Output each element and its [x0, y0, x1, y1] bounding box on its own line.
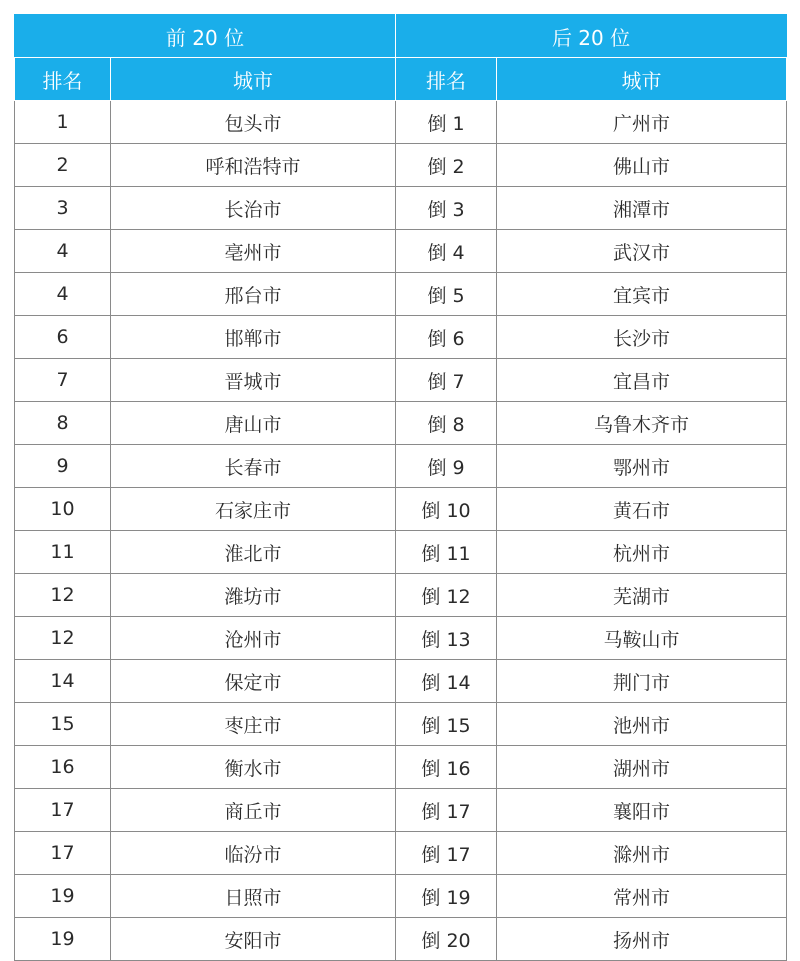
top-city-cell: 长春市	[111, 445, 396, 488]
top-city-cell: 长治市	[111, 187, 396, 230]
bottom-city-cell: 黄石市	[497, 488, 787, 531]
bottom-rank-cell: 倒 3	[396, 187, 497, 230]
bottom-rank-cell: 倒 4	[396, 230, 497, 273]
top-city-cell: 保定市	[111, 660, 396, 703]
bottom-city-cell: 武汉市	[497, 230, 787, 273]
bottom-city-cell: 荆门市	[497, 660, 787, 703]
table-row	[15, 230, 787, 273]
top-city-cell: 商丘市	[111, 789, 396, 832]
bottom-rank-column-header: 排名	[396, 58, 497, 101]
bottom-rank-cell: 倒 14	[396, 660, 497, 703]
bottom-rank-cell: 倒 2	[396, 144, 497, 187]
bottom-city-cell: 宜宾市	[497, 273, 787, 316]
table-row	[15, 660, 787, 703]
bottom-20-group-header: 后 20 位	[396, 15, 787, 58]
bottom-rank-cell: 倒 5	[396, 273, 497, 316]
top-city-cell: 呼和浩特市	[111, 144, 396, 187]
top-city-cell: 衡水市	[111, 746, 396, 789]
top-rank-cell: 4	[15, 273, 111, 316]
top-20-group-header: 前 20 位	[15, 15, 396, 58]
top-rank-cell: 16	[15, 746, 111, 789]
top-rank-cell: 1	[15, 101, 111, 144]
top-rank-cell: 6	[15, 316, 111, 359]
table-row	[15, 918, 787, 961]
top-rank-cell: 8	[15, 402, 111, 445]
bottom-city-cell: 湘潭市	[497, 187, 787, 230]
top-rank-cell: 11	[15, 531, 111, 574]
top-city-cell: 淮北市	[111, 531, 396, 574]
top-city-cell: 沧州市	[111, 617, 396, 660]
bottom-rank-cell: 倒 12	[396, 574, 497, 617]
top-rank-column-header: 排名	[15, 58, 111, 101]
top-city-cell: 安阳市	[111, 918, 396, 961]
top-city-column-header: 城市	[111, 58, 396, 101]
bottom-city-cell: 扬州市	[497, 918, 787, 961]
bottom-city-cell: 佛山市	[497, 144, 787, 187]
top-rank-cell: 9	[15, 445, 111, 488]
bottom-city-cell: 广州市	[497, 101, 787, 144]
top-rank-cell: 3	[15, 187, 111, 230]
bottom-city-cell: 乌鲁木齐市	[497, 402, 787, 445]
bottom-city-cell: 长沙市	[497, 316, 787, 359]
bottom-city-cell: 杭州市	[497, 531, 787, 574]
top-city-cell: 唐山市	[111, 402, 396, 445]
top-city-cell: 邯郸市	[111, 316, 396, 359]
top-city-cell: 石家庄市	[111, 488, 396, 531]
bottom-rank-cell: 倒 17	[396, 789, 497, 832]
table-row	[15, 316, 787, 359]
bottom-city-cell: 芜湖市	[497, 574, 787, 617]
top-city-cell: 亳州市	[111, 230, 396, 273]
table-row	[15, 746, 787, 789]
top-city-cell: 邢台市	[111, 273, 396, 316]
top-rank-cell: 15	[15, 703, 111, 746]
bottom-rank-cell: 倒 10	[396, 488, 497, 531]
column-header-row	[15, 58, 787, 101]
top-rank-cell: 19	[15, 918, 111, 961]
bottom-rank-cell: 倒 19	[396, 875, 497, 918]
bottom-rank-cell: 倒 9	[396, 445, 497, 488]
bottom-rank-cell: 倒 13	[396, 617, 497, 660]
table-row	[15, 359, 787, 402]
bottom-city-cell: 襄阳市	[497, 789, 787, 832]
bottom-rank-cell: 倒 17	[396, 832, 497, 875]
table-row	[15, 617, 787, 660]
table-row	[15, 832, 787, 875]
ranking-table	[14, 14, 787, 961]
table-row	[15, 875, 787, 918]
bottom-rank-cell: 倒 8	[396, 402, 497, 445]
top-rank-cell: 7	[15, 359, 111, 402]
bottom-city-cell: 鄂州市	[497, 445, 787, 488]
top-rank-cell: 14	[15, 660, 111, 703]
bottom-rank-cell: 倒 15	[396, 703, 497, 746]
table-row	[15, 531, 787, 574]
top-rank-cell: 10	[15, 488, 111, 531]
table-row	[15, 445, 787, 488]
table-row	[15, 101, 787, 144]
top-rank-cell: 12	[15, 617, 111, 660]
bottom-city-column-header: 城市	[497, 58, 787, 101]
top-city-cell: 晋城市	[111, 359, 396, 402]
bottom-city-cell: 常州市	[497, 875, 787, 918]
table-row	[15, 789, 787, 832]
bottom-city-cell: 马鞍山市	[497, 617, 787, 660]
bottom-rank-cell: 倒 20	[396, 918, 497, 961]
table-body	[15, 101, 787, 961]
bottom-city-cell: 湖州市	[497, 746, 787, 789]
bottom-city-cell: 宜昌市	[497, 359, 787, 402]
table-row	[15, 144, 787, 187]
top-city-cell: 临汾市	[111, 832, 396, 875]
table-row	[15, 574, 787, 617]
table-row	[15, 488, 787, 531]
table-row	[15, 187, 787, 230]
top-rank-cell: 17	[15, 789, 111, 832]
top-city-cell: 包头市	[111, 101, 396, 144]
top-city-cell: 潍坊市	[111, 574, 396, 617]
bottom-rank-cell: 倒 1	[396, 101, 497, 144]
table-header	[15, 15, 787, 101]
bottom-rank-cell: 倒 11	[396, 531, 497, 574]
bottom-city-cell: 滁州市	[497, 832, 787, 875]
top-rank-cell: 17	[15, 832, 111, 875]
bottom-rank-cell: 倒 6	[396, 316, 497, 359]
top-rank-cell: 12	[15, 574, 111, 617]
bottom-rank-cell: 倒 16	[396, 746, 497, 789]
top-rank-cell: 4	[15, 230, 111, 273]
top-city-cell: 枣庄市	[111, 703, 396, 746]
group-header-row	[15, 15, 787, 58]
table-row	[15, 402, 787, 445]
top-rank-cell: 19	[15, 875, 111, 918]
table-row	[15, 703, 787, 746]
table-row	[15, 273, 787, 316]
bottom-city-cell: 池州市	[497, 703, 787, 746]
top-rank-cell: 2	[15, 144, 111, 187]
top-city-cell: 日照市	[111, 875, 396, 918]
bottom-rank-cell: 倒 7	[396, 359, 497, 402]
